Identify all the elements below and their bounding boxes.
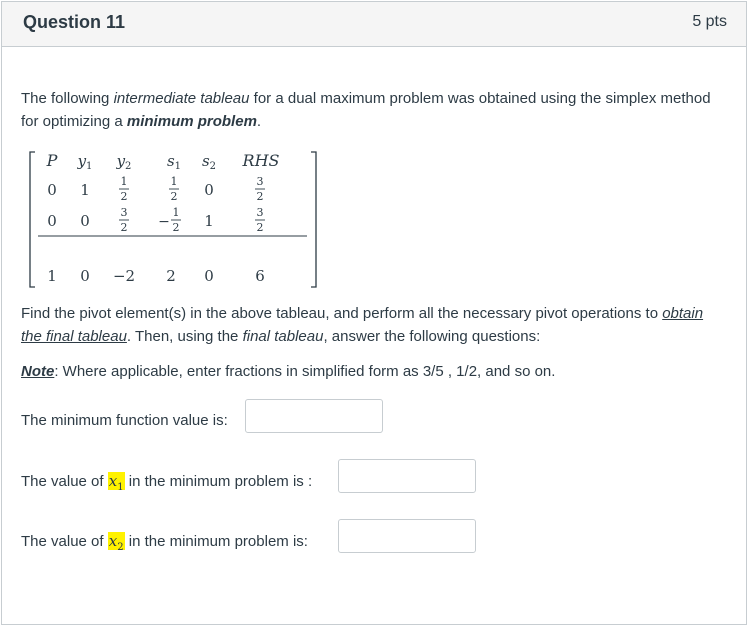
simplex-tableau [28, 150, 318, 290]
cell-r3-y2: −2 [112, 267, 136, 285]
cell-r2-y1: 0 [80, 212, 90, 230]
header-s1: $s_1$ [166, 152, 182, 172]
svg-text:2: 2 [256, 190, 264, 203]
right-bracket [311, 152, 316, 287]
q2-post: in the minimum problem is : [124, 473, 313, 490]
q2-pre: The value of [21, 473, 108, 490]
svg-text:3: 3 [256, 175, 264, 188]
cell-r1-s2: 0 [204, 181, 214, 199]
note-label: Note [21, 363, 55, 380]
cell-r2-y2 [119, 206, 129, 234]
tableau-svg [28, 150, 318, 290]
cell-r1-y1: 1 [80, 181, 90, 199]
instruction-text [21, 302, 721, 348]
instruction-underlined: obtain the final tableau [21, 305, 704, 345]
header-s2: $s_2$ [201, 152, 217, 172]
x1-variable [108, 472, 125, 493]
svg-text:3: 3 [120, 206, 128, 219]
intro-part: The following [21, 90, 114, 107]
cell-r3-s2: 0 [204, 267, 214, 285]
note-text [21, 363, 555, 380]
header-y1: $y_1$ [77, 152, 93, 172]
svg-text:1: 1 [120, 175, 128, 188]
cell-r2-s1 [158, 206, 181, 234]
header-P: P [46, 151, 58, 170]
cell-r2-P: 0 [47, 212, 57, 230]
cell-r1-RHS [255, 175, 265, 203]
svg-text:1: 1 [172, 206, 180, 219]
x1-var-letter: x [108, 472, 118, 490]
instruction-part: Find the pivot element(s) in the above tableau, and perform all the necessary pivot operations to [21, 305, 663, 322]
svg-text:3: 3 [256, 206, 264, 219]
header-RHS: RHS [242, 151, 280, 170]
instruction-part: , answer the following questions: [323, 328, 541, 345]
svg-text:−: − [158, 214, 170, 230]
svg-text:2: 2 [170, 190, 178, 203]
left-bracket [30, 152, 35, 287]
min-value-input[interactable] [245, 399, 383, 433]
cell-r3-RHS: 6 [255, 267, 265, 285]
svg-text:2: 2 [120, 221, 128, 234]
question-title: Question 11 [23, 12, 126, 32]
instruction-emphasis: final tableau [242, 328, 324, 345]
x2-var-letter: x [108, 532, 118, 550]
x1-var-sub: 1 [117, 482, 124, 493]
x2-input[interactable] [338, 519, 476, 553]
header-y2: $y_2$ [116, 152, 132, 172]
svg-text:1: 1 [170, 175, 178, 188]
intro-strong: minimum problem [126, 113, 257, 130]
x2-variable [108, 532, 125, 553]
cell-r3-y1: 0 [80, 267, 90, 285]
x2-var-sub: 2 [117, 542, 124, 553]
svg-text:2: 2 [256, 221, 264, 234]
note-body: : Where applicable, enter fractions in simplified form as 3/5 , 1/2, and so on. [54, 363, 556, 380]
svg-text:2: 2 [120, 190, 128, 203]
question-header [2, 2, 746, 47]
intro-part: for a dual maximum problem was obtained using the simplex method for optimizing a [21, 90, 711, 130]
cell-r1-y2 [119, 175, 129, 203]
question-x1-label [21, 472, 312, 493]
q3-pre: The value of [21, 533, 108, 550]
cell-r3-P: 1 [47, 267, 57, 285]
cell-r2-s2: 1 [204, 212, 214, 230]
question-min-value-label: The minimum function value is: [21, 412, 228, 429]
x1-input[interactable] [338, 459, 476, 493]
intro-part: . [256, 113, 262, 130]
q3-post: in the minimum problem is: [124, 533, 308, 550]
intro-text [21, 87, 711, 133]
cell-r1-P: 0 [47, 181, 57, 199]
svg-text:2: 2 [172, 221, 180, 234]
instruction-part: . Then, using the [126, 328, 243, 345]
cell-r2-RHS [255, 206, 265, 234]
intro-emphasis: intermediate tableau [113, 90, 250, 107]
question-x2-label [21, 532, 308, 553]
question-points: 5 pts [692, 13, 727, 30]
cell-r3-s1: 2 [166, 267, 176, 285]
cell-r1-s1 [169, 175, 179, 203]
